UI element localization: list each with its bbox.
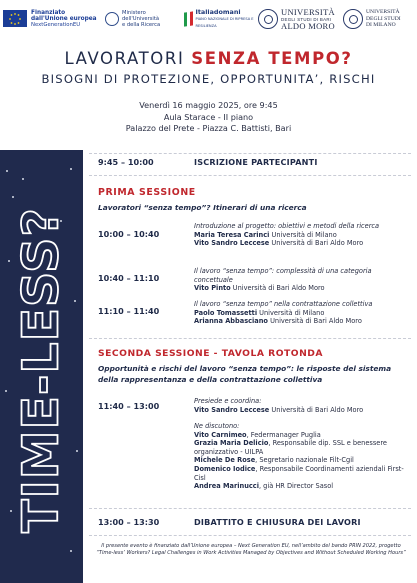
event-date: Venerdì 16 maggio 2025, ore 9:45 <box>139 100 278 110</box>
speaker-name: Vito Pinto <box>194 284 231 293</box>
funding-note: Il presente evento è finanziato dall’Unione europea – Next Generation EU, nell’ambito del bando PRIN 2022, progetto “Time-less’ Workers? Legal Challenges in Work Activities Managed by Objectives and Without Scheduled Working Hours” <box>96 543 406 557</box>
event-room: Aula Starace - II piano <box>163 111 254 122</box>
mur-line2: dell'Università <box>122 15 160 22</box>
side-banner <box>0 150 83 583</box>
eu-logo <box>3 10 101 29</box>
registration-label: ISCRIZIONE PARTECIPANTI <box>194 157 318 167</box>
discussant-role: , Segretario nazionale Filt-Cgil <box>255 456 354 465</box>
decor-dot <box>70 168 72 170</box>
discussant-name: Grazia Maria Delicio <box>194 439 269 448</box>
eu-flag-icon <box>3 10 27 27</box>
discussant-role: , Responsabile dip. SSL e benessere organizzativo - UILPA <box>194 439 387 456</box>
decor-dot <box>70 550 72 552</box>
uniba-logo <box>258 8 340 30</box>
divider <box>89 508 411 509</box>
eu-logo-line3: NextGenerationEU <box>31 22 81 29</box>
discussant-name: Michele De Rose <box>194 456 256 465</box>
italian-flag-icon <box>184 11 193 26</box>
unimi-line2: DEGLI STUDI <box>366 15 401 22</box>
session1-item3-time: 11:10 – 11:40 <box>98 306 160 316</box>
decor-dot <box>76 450 78 452</box>
unimi-line3: DI MILANO <box>366 22 396 29</box>
italiadomani-tagline: PIANO NAZIONALE DI RIPRESA E RESILIENZA <box>195 16 254 28</box>
closing-time: 13:00 – 13:30 <box>98 517 160 527</box>
title-part2: SENZA TEMPO? <box>191 49 353 68</box>
decor-dot <box>6 170 8 172</box>
uniba-line2: DEGLI STUDI DI BARI <box>281 16 332 22</box>
event-place: Palazzo del Prete - Piazza C. Battisti, Bari <box>125 123 292 134</box>
speaker-affiliation: Università di Bari Aldo Moro <box>267 317 362 326</box>
discussant-name: Domenico Iodice <box>194 464 256 473</box>
title-part1: LAVORATORI <box>64 49 192 68</box>
divider <box>89 535 411 536</box>
session1-subtitle: Lavoratori “senza tempo”? Itinerari di una ricerca <box>98 203 307 212</box>
decor-dot <box>22 178 24 180</box>
side-title: TIME-LESS? <box>12 207 70 533</box>
session1-item2 <box>194 267 406 293</box>
page-subtitle: BISOGNI DI PROTEZIONE, OPPORTUNITA’, RISCHI <box>41 72 376 86</box>
chair-label: Presiede e coordina: <box>194 397 262 405</box>
speaker-name: Maria Teresa Carinci <box>194 230 270 239</box>
unimi-seal-icon <box>343 9 363 29</box>
eu-logo-line1: Finanziato <box>31 9 66 16</box>
speaker-name: Paolo Tomassetti <box>194 308 258 317</box>
event-info <box>0 100 417 135</box>
uniba-seal-icon <box>258 9 278 29</box>
discussant-role: , già HR Director Sasol <box>258 482 334 491</box>
speaker-affiliation: Università di Milano <box>257 308 325 317</box>
republic-emblem-icon <box>105 12 119 26</box>
eu-logo-line2: dall'Unione europea <box>31 15 97 22</box>
speaker-affiliation: Università di Bari Aldo Moro <box>230 284 325 293</box>
italiadomani-name: Italiadomani <box>195 7 241 16</box>
session1-item3 <box>194 300 406 326</box>
uniba-line3: ALDO MORO <box>281 20 335 31</box>
decor-dot <box>12 196 14 198</box>
session2-subtitle: Opportunità e rischi del lavoro “senza tempo”: le risposte del sistema della rappresentanza e della contrattazione collettiva <box>98 364 392 384</box>
session1-title: PRIMA SESSIONE <box>98 187 196 198</box>
session1-item2-topic: Il lavoro “senza tempo”: complessità di una categoria concettuale <box>194 267 372 284</box>
session1-item2-time: 10:40 – 11:10 <box>98 273 160 283</box>
mur-line1: Ministero <box>122 9 146 16</box>
session2-chair <box>194 397 406 414</box>
divider <box>89 175 411 176</box>
uniba-line1: UNIVERSITÀ <box>281 7 335 17</box>
discussant-role: , Federmanager Puglia <box>246 430 321 439</box>
registration-time: 9:45 – 10:00 <box>98 157 154 167</box>
mur-line3: e della Ricerca <box>122 22 161 29</box>
session1-item3-topic: Il lavoro “senza tempo” nella contrattazione collettiva <box>194 300 373 308</box>
divider <box>89 338 411 339</box>
discussant-role: , Responsabile Coordinamenti aziendali First-Cisl <box>194 464 404 482</box>
unimi-logo <box>343 9 415 29</box>
discussant-name: Vito Carnimeo <box>194 430 247 439</box>
closing-label: DIBATTITO E CHIUSURA DEI LAVORI <box>194 517 361 527</box>
mur-logo <box>105 10 181 29</box>
session1-item1-topic: Introduzione al progetto: obiettivi e metodi della ricerca <box>194 222 380 230</box>
session2-time: 11:40 – 13:00 <box>98 401 160 411</box>
speaker-name: Arianna Abbasciano <box>194 317 268 326</box>
logo-bar <box>3 3 415 35</box>
session2-title: SECONDA SESSIONE - TAVOLA ROTONDA <box>98 348 324 359</box>
unimi-line1: UNIVERSITÀ <box>366 9 400 16</box>
page-title <box>0 49 417 68</box>
speaker-affiliation: Università di Bari Aldo Moro <box>269 239 364 248</box>
chair-affiliation: Università di Bari Aldo Moro <box>269 405 364 414</box>
discussant-name: Andrea Marinucci <box>194 482 259 491</box>
divider <box>89 153 411 154</box>
session1-item1 <box>194 222 406 248</box>
chair-name: Vito Sandro Leccese <box>194 405 270 414</box>
italiadomani-logo <box>184 9 254 30</box>
decor-dot <box>5 390 7 392</box>
speaker-affiliation: Università di Milano <box>269 230 337 239</box>
speaker-name: Vito Sandro Leccese <box>194 239 270 248</box>
decor-dot <box>8 260 10 262</box>
session2-discussants <box>194 422 406 491</box>
decor-dot <box>74 300 76 302</box>
discussants-label: Ne discutono: <box>194 422 240 430</box>
session1-item1-time: 10:00 – 10:40 <box>98 229 160 239</box>
